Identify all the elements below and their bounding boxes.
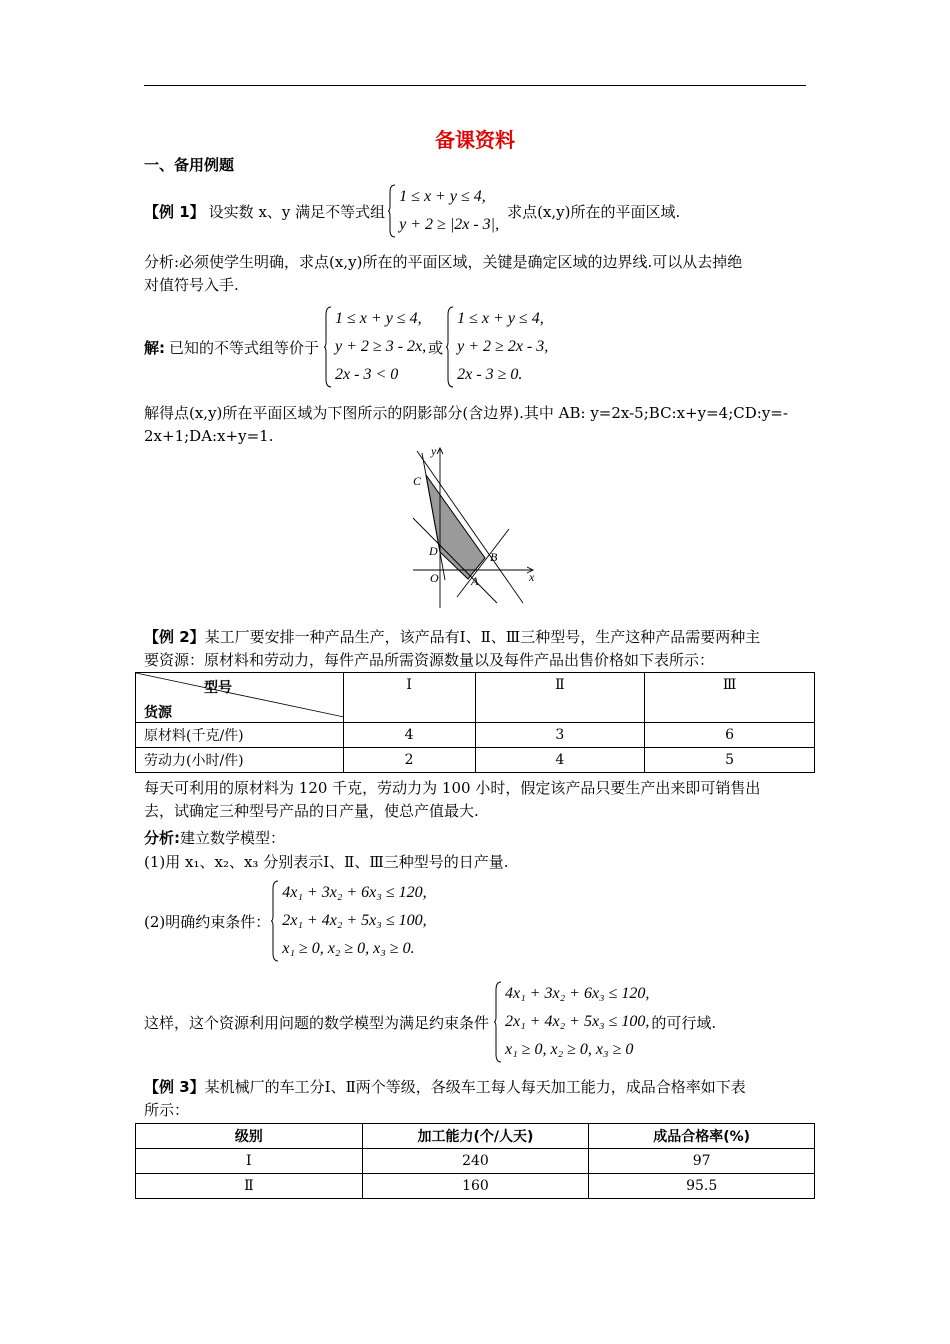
solution-b-3: 2x - 3 ≥ 0. xyxy=(457,366,523,383)
model-text: 这样，这个资源利用问题的数学模型为满足约束条件 xyxy=(144,1013,490,1032)
origin-label: O xyxy=(430,571,439,585)
constraints-block xyxy=(144,879,427,963)
column-header: 加工能力(个/人天) xyxy=(362,1124,589,1149)
model-constraint-2: 2x₁ + 4x₂ + 5x₃ ≤ 100, xyxy=(505,1013,650,1030)
table-cell: 97 xyxy=(589,1149,815,1174)
table-cell: 95.5 xyxy=(589,1174,815,1199)
point-c-label: C xyxy=(413,474,422,488)
table-row xyxy=(136,723,815,748)
example-3-line-1 xyxy=(144,1077,746,1097)
constraint-2: 2x₁ + 4x₂ + 5x₃ ≤ 100, xyxy=(282,912,427,929)
model-constraint-1: 4x₁ + 3x₂ + 6x₃ ≤ 120, xyxy=(505,985,650,1002)
column-header: Ⅲ xyxy=(645,673,815,723)
analysis-2-step-2: (2)明确约束条件： xyxy=(144,912,271,931)
solution-a-3: 2x - 3 < 0 xyxy=(335,366,399,383)
left-brace-icon xyxy=(493,981,503,1063)
analysis-2-heading xyxy=(144,828,285,848)
example-2-tag: 【例 2】 xyxy=(144,628,205,646)
table-cell: 4 xyxy=(343,723,475,748)
model-system xyxy=(493,980,649,1064)
solution-text: 已知的不等式组等价于 xyxy=(169,338,320,357)
example-3-text-1: 某机械厂的车工分Ⅰ、Ⅱ两个等级，各级车工每人每天加工能力，成品合格率如下表 xyxy=(204,1078,746,1096)
example-1-tail: 求点(x,y)所在的平面区域. xyxy=(507,202,681,221)
result-line-1: 解得点(x,y)所在平面区域为下图所示的阴影部分(含边界).其中 AB: y=2x-5;BC:x+y=4;CD:y=- xyxy=(144,404,788,422)
table-header-row xyxy=(136,1124,815,1149)
constraints-system xyxy=(270,879,426,963)
constraint-1: 4x₁ + 3x₂ + 6x₃ ≤ 120, xyxy=(282,884,427,901)
analysis-1-line-2: 对值符号入手. xyxy=(144,276,239,294)
point-d-label: D xyxy=(429,544,438,558)
solution-system-b xyxy=(445,305,548,389)
model-tail: 的可行域. xyxy=(651,1013,717,1032)
model-constraint-3: x₁ ≥ 0, x₂ ≥ 0, x₃ ≥ 0 xyxy=(505,1041,634,1058)
row-label: 劳动力(小时/件) xyxy=(136,748,344,773)
left-brace-icon xyxy=(270,880,280,962)
table-header-row xyxy=(136,673,815,723)
table-cell: 5 xyxy=(645,748,815,773)
example-2-text-1: 某工厂要安排一种产品生产，该产品有Ⅰ、Ⅱ、Ⅲ三种型号，生产这种产品需要两种主 xyxy=(204,628,761,646)
table-row xyxy=(136,1149,815,1174)
left-brace-icon xyxy=(323,306,333,388)
analysis-2-step-1: (1)用 x₁、x₂、x₃ 分别表示Ⅰ、Ⅱ、Ⅲ三种型号的日产量. xyxy=(144,853,509,871)
left-brace-icon xyxy=(445,306,455,388)
section-heading: 一、备用例题 xyxy=(144,156,235,174)
column-header: 级别 xyxy=(136,1124,363,1149)
table-cell: Ⅰ xyxy=(136,1149,363,1174)
worker-table xyxy=(135,1123,815,1199)
solution-label: 解: xyxy=(144,338,165,357)
column-header: Ⅰ xyxy=(343,673,475,723)
table-cell: 160 xyxy=(362,1174,589,1199)
solution-a-1: 1 ≤ x + y ≤ 4, xyxy=(335,310,422,327)
solution-or: 或 xyxy=(428,338,444,357)
example-2-line-2: 要资源：原材料和劳动力，每件产品所需资源数量以及每件产品出售价格如下表所示： xyxy=(144,651,715,669)
page-title: 备课资料 xyxy=(435,128,515,152)
example-1-text: 设实数 x、y 满足不等式组 xyxy=(208,202,386,221)
solution-block xyxy=(144,305,548,389)
solution-b-2: y + 2 ≥ 2x - 3, xyxy=(457,338,549,355)
diag-bottom-label: 货源 xyxy=(144,705,172,721)
example-3-tag: 【例 3】 xyxy=(144,1078,205,1096)
table-cell: 240 xyxy=(362,1149,589,1174)
table-row xyxy=(136,1174,815,1199)
table-cell: 4 xyxy=(475,748,645,773)
after-table-line-1: 每天可利用的原材料为 120 千克，劳动力为 100 小时，假定该产品只要生产出来即可销售出 xyxy=(144,779,761,797)
model-block xyxy=(144,980,716,1064)
column-header: Ⅱ xyxy=(475,673,645,723)
analysis-2-text: 建立数学模型： xyxy=(180,829,286,847)
diagonal-header-cell xyxy=(136,673,344,723)
column-header: 成品合格率(%) xyxy=(589,1124,815,1149)
point-a-label: A xyxy=(471,574,479,588)
resource-table xyxy=(135,672,815,773)
example-1-system xyxy=(387,183,499,239)
row-label: 原材料(千克/件) xyxy=(136,723,344,748)
table-cell: Ⅱ xyxy=(136,1174,363,1199)
example-1 xyxy=(144,182,680,240)
table-row xyxy=(136,748,815,773)
example-2-line-1 xyxy=(144,627,760,647)
table-cell: 3 xyxy=(475,723,645,748)
left-brace-icon xyxy=(387,184,397,238)
x-axis-label: x xyxy=(529,570,535,584)
table-cell: 6 xyxy=(645,723,815,748)
solution-a-2: y + 2 ≥ 3 - 2x, xyxy=(335,338,427,355)
solution-system-a xyxy=(323,305,426,389)
point-b-label: B xyxy=(490,550,498,564)
example-3-line-2: 所示： xyxy=(144,1101,190,1119)
constraint-3: x₁ ≥ 0, x₂ ≥ 0, x₃ ≥ 0. xyxy=(282,940,415,957)
y-axis-label: y xyxy=(431,445,437,458)
analysis-2-label: 分析: xyxy=(144,829,180,847)
example-1-ineq-1: 1 ≤ x + y ≤ 4, xyxy=(399,188,486,205)
after-table-line-2: 去，试确定三种型号产品的日产量，使总产值最大. xyxy=(144,802,479,820)
example-1-tag: 【例 1】 xyxy=(144,202,205,221)
shaded-region xyxy=(426,475,485,579)
solution-b-1: 1 ≤ x + y ≤ 4, xyxy=(457,310,544,327)
analysis-1-line-1: 分析:必须使学生明确，求点(x,y)所在的平面区域，关键是确定区域的边界线.可以从去掉绝 xyxy=(144,253,743,271)
diag-top-label: 型号 xyxy=(204,680,232,696)
region-figure xyxy=(405,445,550,610)
header-rule xyxy=(144,85,806,86)
example-1-ineq-2: y + 2 ≥ |2x - 3|, xyxy=(399,216,500,233)
table-cell: 2 xyxy=(343,748,475,773)
result-line-2: 2x+1;DA:x+y=1. xyxy=(144,427,274,445)
